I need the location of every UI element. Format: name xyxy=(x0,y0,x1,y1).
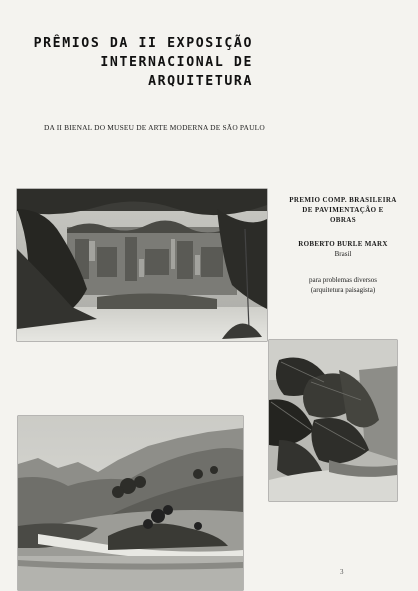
caption-note-line-1: para problemas diversos xyxy=(308,276,378,284)
page-number: 3 xyxy=(340,568,344,576)
garden-with-mosaic-wall-photo xyxy=(17,189,267,341)
title-line-2: INTERNACIONAL DE xyxy=(100,55,253,70)
caption-note-line-2: (arquitetura paisagista) xyxy=(310,286,376,294)
author-country: Brasil xyxy=(334,250,352,258)
page-title xyxy=(34,34,253,91)
mountain-landscape-garden-photo xyxy=(18,416,243,590)
large-leaf-plants-photo xyxy=(269,340,397,501)
page-subtitle: DA II BIENAL DO MUSEU DE ARTE MODERNA DE SÃO PAULO xyxy=(44,123,265,132)
prize-name-line-1: PREMIO COMP. BRASILEIRA xyxy=(289,196,397,204)
title-line-1: PRÊMIOS DA II EXPOSIÇÃO xyxy=(33,36,253,51)
prize-name-line-2: DE PAVIMENTAÇÃO E OBRAS xyxy=(302,206,384,224)
title-line-3: ARQUITETURA xyxy=(148,74,253,89)
photo-caption xyxy=(289,195,397,295)
author-name: ROBERTO BURLE MARX xyxy=(298,240,388,248)
